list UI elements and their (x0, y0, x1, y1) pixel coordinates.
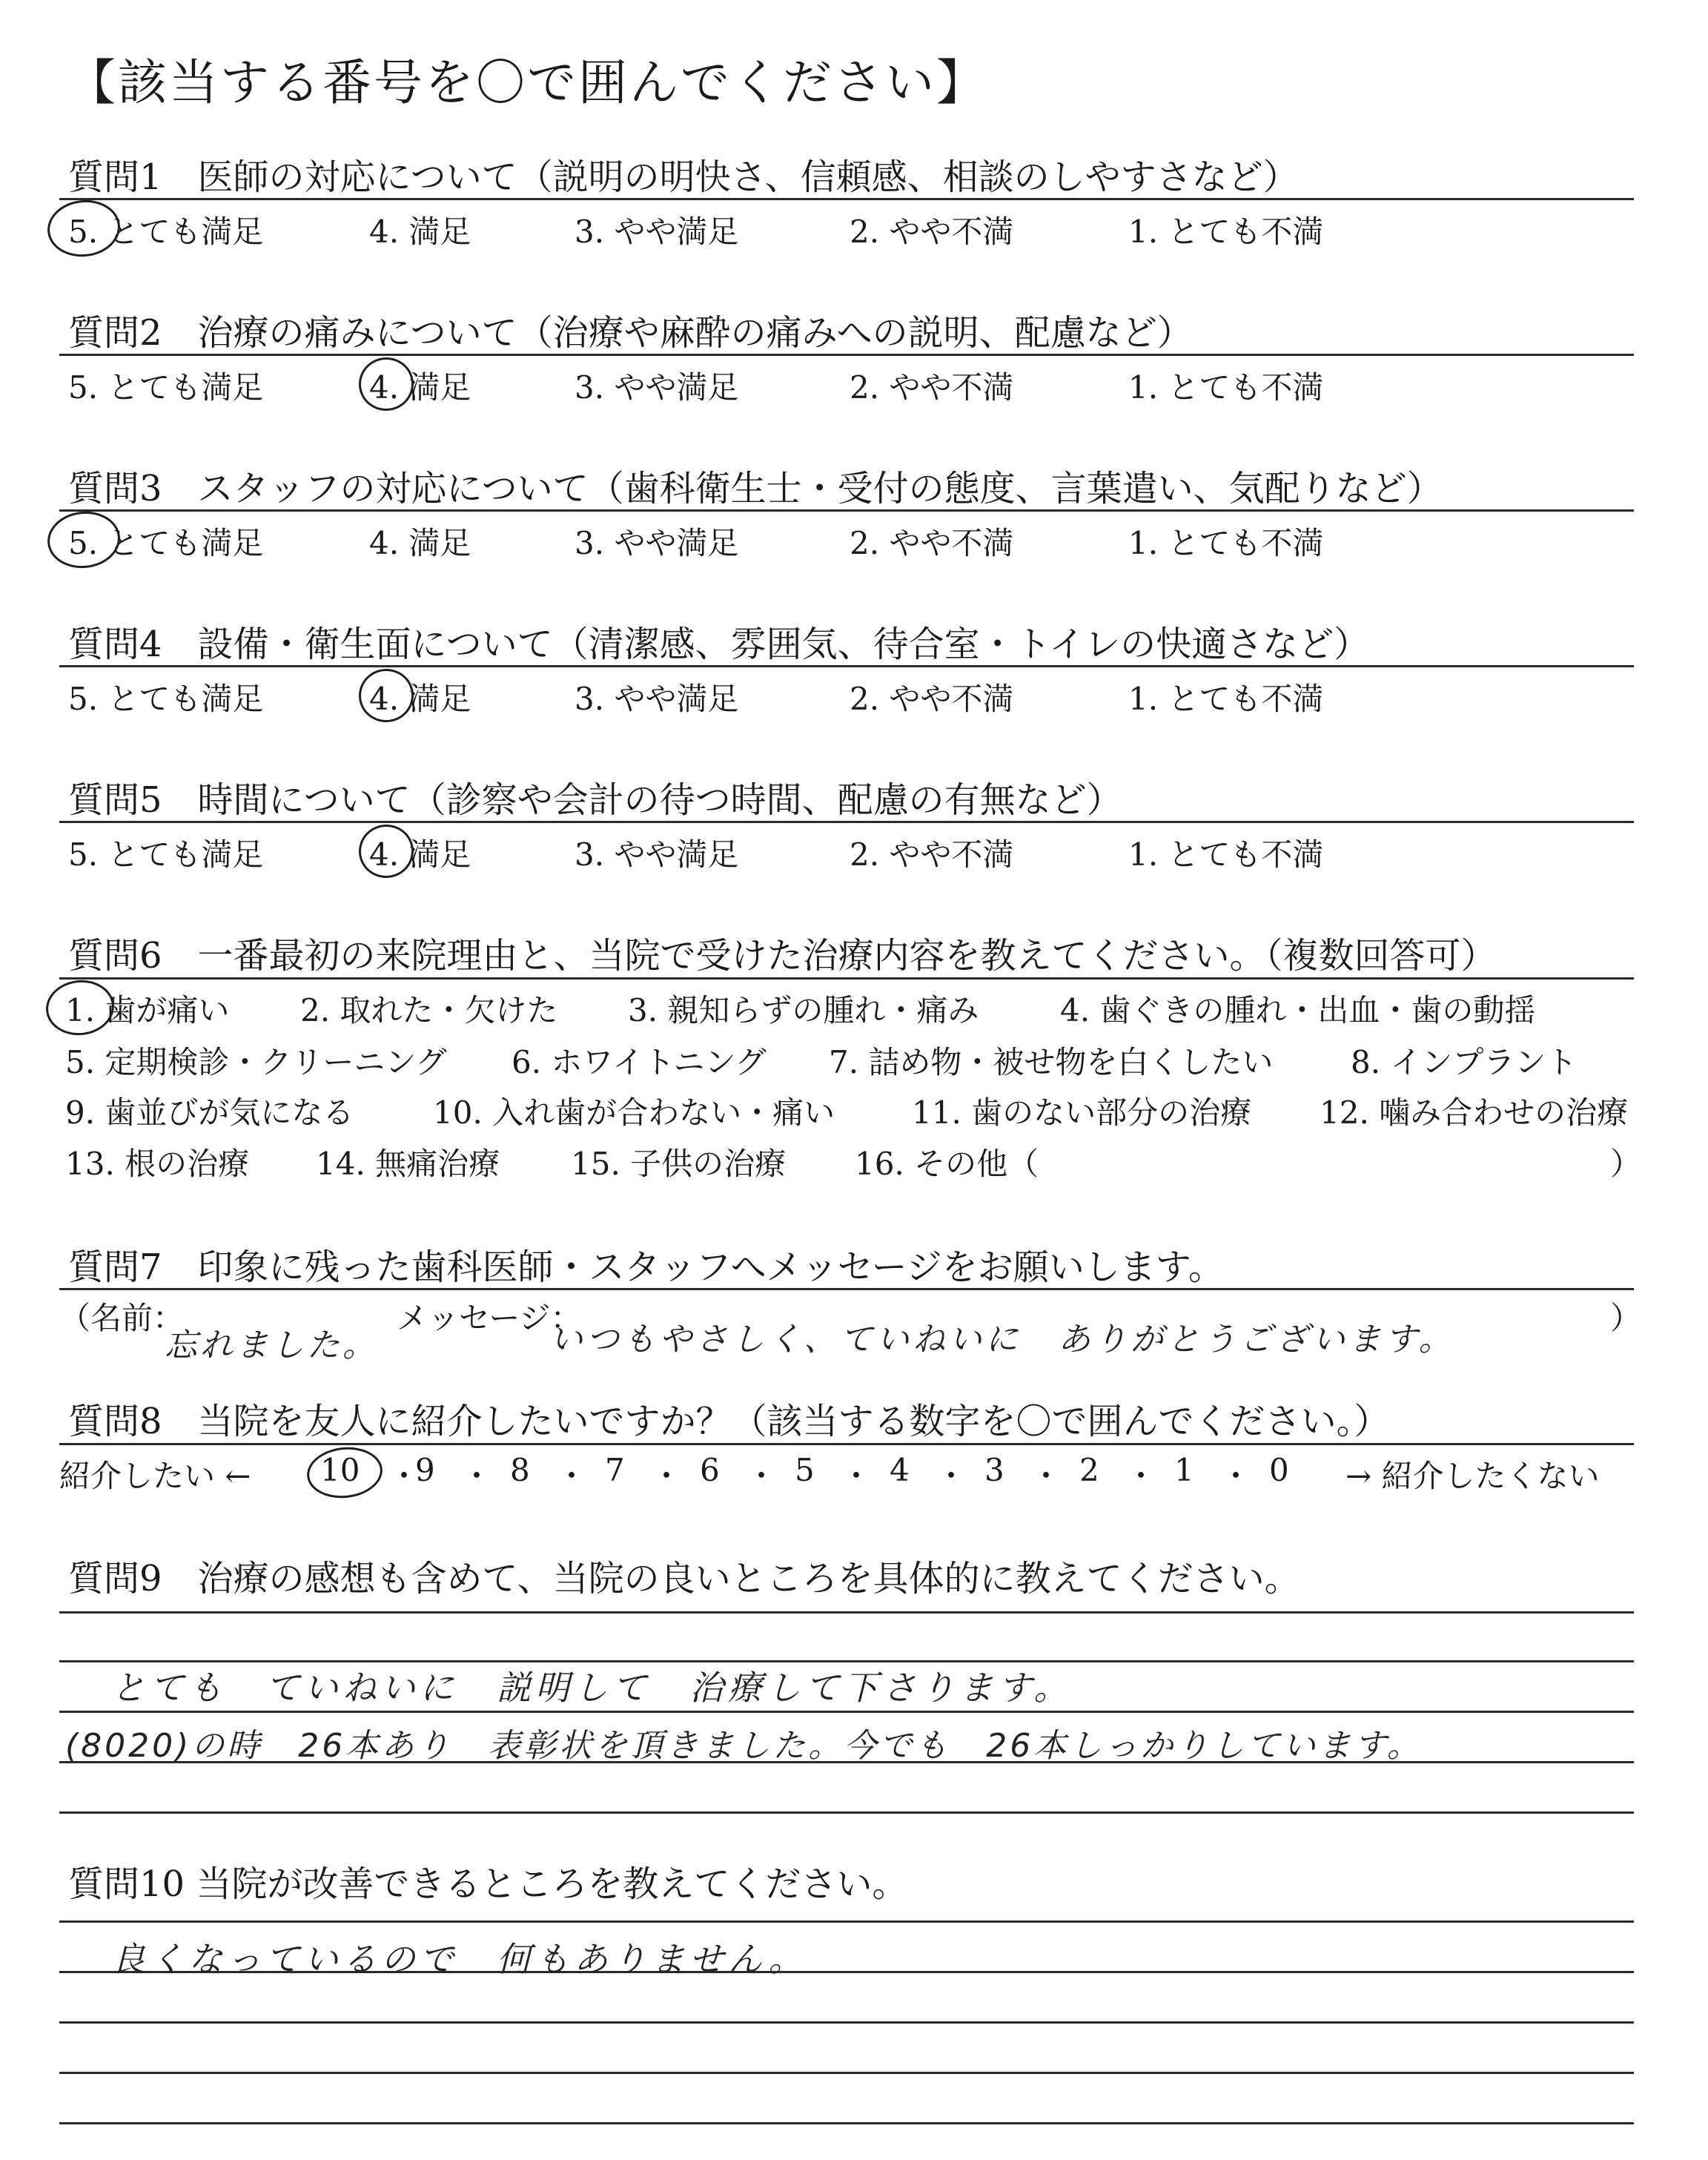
q8-scale-separator: ・ (461, 1458, 493, 1494)
q5-option-3[interactable]: 3. やや満足 (575, 836, 739, 873)
q6-option-1[interactable]: 1. 歯が痛い (65, 992, 230, 1028)
q6-option-9[interactable]: 9. 歯並びが気になる (65, 1094, 354, 1131)
question-7-title: 質問7 印象に残った歯科医師・スタッフへメッセージをお願いします。 (68, 1246, 1224, 1288)
question-6-title: 質問6 一番最初の来院理由と、当院で受けた治療内容を教えてください。（複数回答可） (68, 935, 1497, 977)
q8-scale-9[interactable]: 9 (415, 1452, 435, 1488)
q1-option-1[interactable]: 1. とても不満 (1128, 214, 1324, 250)
q9-answer-line-3 (59, 1711, 1634, 1713)
q7-name-label: （名前： (59, 1300, 185, 1336)
q6-option-13[interactable]: 13. 根の治療 (65, 1146, 250, 1182)
q8-scale-4[interactable]: 4 (890, 1452, 910, 1488)
q4-option-2[interactable]: 2. やや不満 (850, 681, 1014, 717)
q8-scale-7[interactable]: 7 (605, 1452, 625, 1488)
question-4-rule (59, 665, 1634, 667)
q3-option-3[interactable]: 3. やや満足 (575, 525, 739, 561)
question-9-title: 質問9 治療の感想も含めて、当院の良いところを具体的に教えてください。 (68, 1558, 1300, 1599)
q6-option-16[interactable]: 16. その他（ (855, 1146, 1039, 1182)
q9-answer-text-2: (8020)の時 26本あり 表彰状を頂きました。今でも 26本しっかりしています。 (65, 1727, 1423, 1765)
q1-option-4[interactable]: 4. 満足 (369, 214, 471, 250)
question-10-title: 質問10 当院が改善できるところを教えてください。 (68, 1863, 908, 1905)
question-1-title: 質問1 医師の対応について（説明の明快さ、信頼感、相談のしやすさなど） (68, 156, 1299, 198)
q4-option-5[interactable]: 5. とても満足 (68, 681, 264, 717)
q7-close-paren: ） (1610, 1300, 1642, 1336)
q7-message-label: メッセージ： (397, 1300, 582, 1336)
q8-scale-separator: ・ (556, 1458, 588, 1494)
q8-scale-8[interactable]: 8 (510, 1452, 530, 1488)
q10-answer-line-3 (59, 2021, 1634, 2024)
question-8-rule (59, 1443, 1634, 1445)
q6-option-14[interactable]: 14. 無痛治療 (316, 1146, 500, 1182)
q5-option-2[interactable]: 2. やや不満 (850, 836, 1014, 873)
q6-option-4[interactable]: 4. 歯ぐきの腫れ・出血・歯の動揺 (1060, 992, 1536, 1028)
q10-answer-text-1: 良くなっているので 何もありません。 (111, 1939, 807, 1979)
q6-option-5[interactable]: 5. 定期検診・クリーニング (65, 1044, 447, 1080)
q8-right-label: → 紹介したくない (1345, 1458, 1600, 1494)
q6-option-6[interactable]: 6. ホワイトニング (512, 1044, 767, 1080)
q7-message-value: いつもやさしく、ていねいに ありがとうございます。 (550, 1321, 1455, 1358)
q8-scale-separator: ・ (936, 1458, 967, 1494)
q3-option-4[interactable]: 4. 満足 (369, 525, 471, 561)
q5-option-5[interactable]: 5. とても満足 (68, 836, 264, 873)
q9-answer-line-5 (59, 1811, 1634, 1814)
q8-scale-3[interactable]: 3 (984, 1452, 1004, 1488)
q8-scale-5[interactable]: 5 (795, 1452, 815, 1488)
q8-scale-separator: ・ (746, 1458, 778, 1494)
q4-option-4[interactable]: 4. 満足 (369, 681, 471, 717)
q2-option-5[interactable]: 5. とても満足 (68, 369, 264, 406)
question-7-rule (59, 1288, 1634, 1290)
question-1-rule (59, 198, 1634, 200)
question-5-rule (59, 821, 1634, 823)
question-5-title: 質問5 時間について（診察や会計の待つ時間、配慮の有無など） (68, 779, 1122, 821)
question-3-title: 質問3 スタッフの対応について（歯科衛生士・受付の態度、言葉遣い、気配りなど） (68, 468, 1443, 509)
q3-option-1[interactable]: 1. とても不満 (1128, 525, 1324, 561)
q8-scale-separator: ・ (1030, 1458, 1062, 1494)
q5-option-1[interactable]: 1. とても不満 (1128, 836, 1324, 873)
q6-option-3[interactable]: 3. 親知らずの腫れ・痛み (628, 992, 979, 1028)
q8-scale-1[interactable]: 1 (1174, 1452, 1194, 1488)
page-title: 【該当する番号を〇で囲んでください】 (67, 54, 987, 111)
q8-scale-separator: ・ (841, 1458, 873, 1494)
q6-option-12[interactable]: 12. 噛み合わせの治療 (1320, 1094, 1629, 1131)
q9-answer-text-1: とても ていねいに 説明して 治療して下さります。 (111, 1668, 1073, 1708)
q6-option-10[interactable]: 10. 入れ歯が合わない・痛い (433, 1094, 835, 1131)
q8-scale-2[interactable]: 2 (1079, 1452, 1099, 1488)
question-6-rule (59, 977, 1634, 980)
q8-left-label: 紹介したい ← (59, 1458, 251, 1494)
q5-option-4[interactable]: 4. 満足 (369, 836, 471, 873)
q6-option-2[interactable]: 2. 取れた・欠けた (300, 992, 558, 1028)
q8-scale-0[interactable]: 0 (1269, 1452, 1289, 1488)
q4-option-3[interactable]: 3. やや満足 (575, 681, 739, 717)
q8-scale-separator: ・ (388, 1458, 420, 1494)
question-2-title: 質問2 治療の痛みについて（治療や麻酔の痛みへの説明、配慮など） (68, 312, 1193, 354)
q8-scale-6[interactable]: 6 (700, 1452, 720, 1488)
question-4-title: 質問4 設備・衛生面について（清潔感、雰囲気、待合室・トイレの快適さなど） (68, 624, 1370, 665)
q8-scale-separator: ・ (1220, 1458, 1252, 1494)
q6-option-7[interactable]: 7. 詰め物・被せ物を白くしたい (829, 1044, 1274, 1080)
q10-answer-line-5 (59, 2122, 1634, 2124)
q1-option-2[interactable]: 2. やや不満 (850, 214, 1014, 250)
q7-name-value: 忘れました。 (165, 1327, 378, 1364)
q8-scale-separator: ・ (1125, 1458, 1157, 1494)
q4-option-1[interactable]: 1. とても不満 (1128, 681, 1324, 717)
q2-option-4[interactable]: 4. 満足 (369, 369, 471, 406)
q3-option-2[interactable]: 2. やや不満 (850, 525, 1014, 561)
q6-option-15[interactable]: 15. 子供の治療 (571, 1146, 787, 1182)
q9-answer-line-1 (59, 1611, 1634, 1614)
q8-scale-10[interactable]: 10 (320, 1452, 360, 1488)
question-2-rule (59, 354, 1634, 356)
q6-option-11[interactable]: 11. 歯のない部分の治療 (912, 1094, 1252, 1131)
question-3-rule (59, 509, 1634, 512)
q10-answer-line-1 (59, 1920, 1634, 1923)
q3-option-5[interactable]: 5. とても満足 (68, 525, 264, 561)
q10-answer-line-4 (59, 2072, 1634, 2074)
q2-option-2[interactable]: 2. やや不満 (850, 369, 1014, 406)
q2-option-3[interactable]: 3. やや満足 (575, 369, 739, 406)
q6-option-8[interactable]: 8. インプラント (1351, 1044, 1578, 1080)
q2-option-1[interactable]: 1. とても不満 (1128, 369, 1324, 406)
q1-option-3[interactable]: 3. やや満足 (575, 214, 739, 250)
q1-option-5[interactable]: 5. とても満足 (68, 214, 264, 250)
q6-other-close-paren: ） (1610, 1146, 1642, 1182)
question-8-title: 質問8 当院を友人に紹介したいですか？（該当する数字を〇で囲んでください。） (68, 1401, 1390, 1442)
q8-scale-separator: ・ (651, 1458, 683, 1494)
